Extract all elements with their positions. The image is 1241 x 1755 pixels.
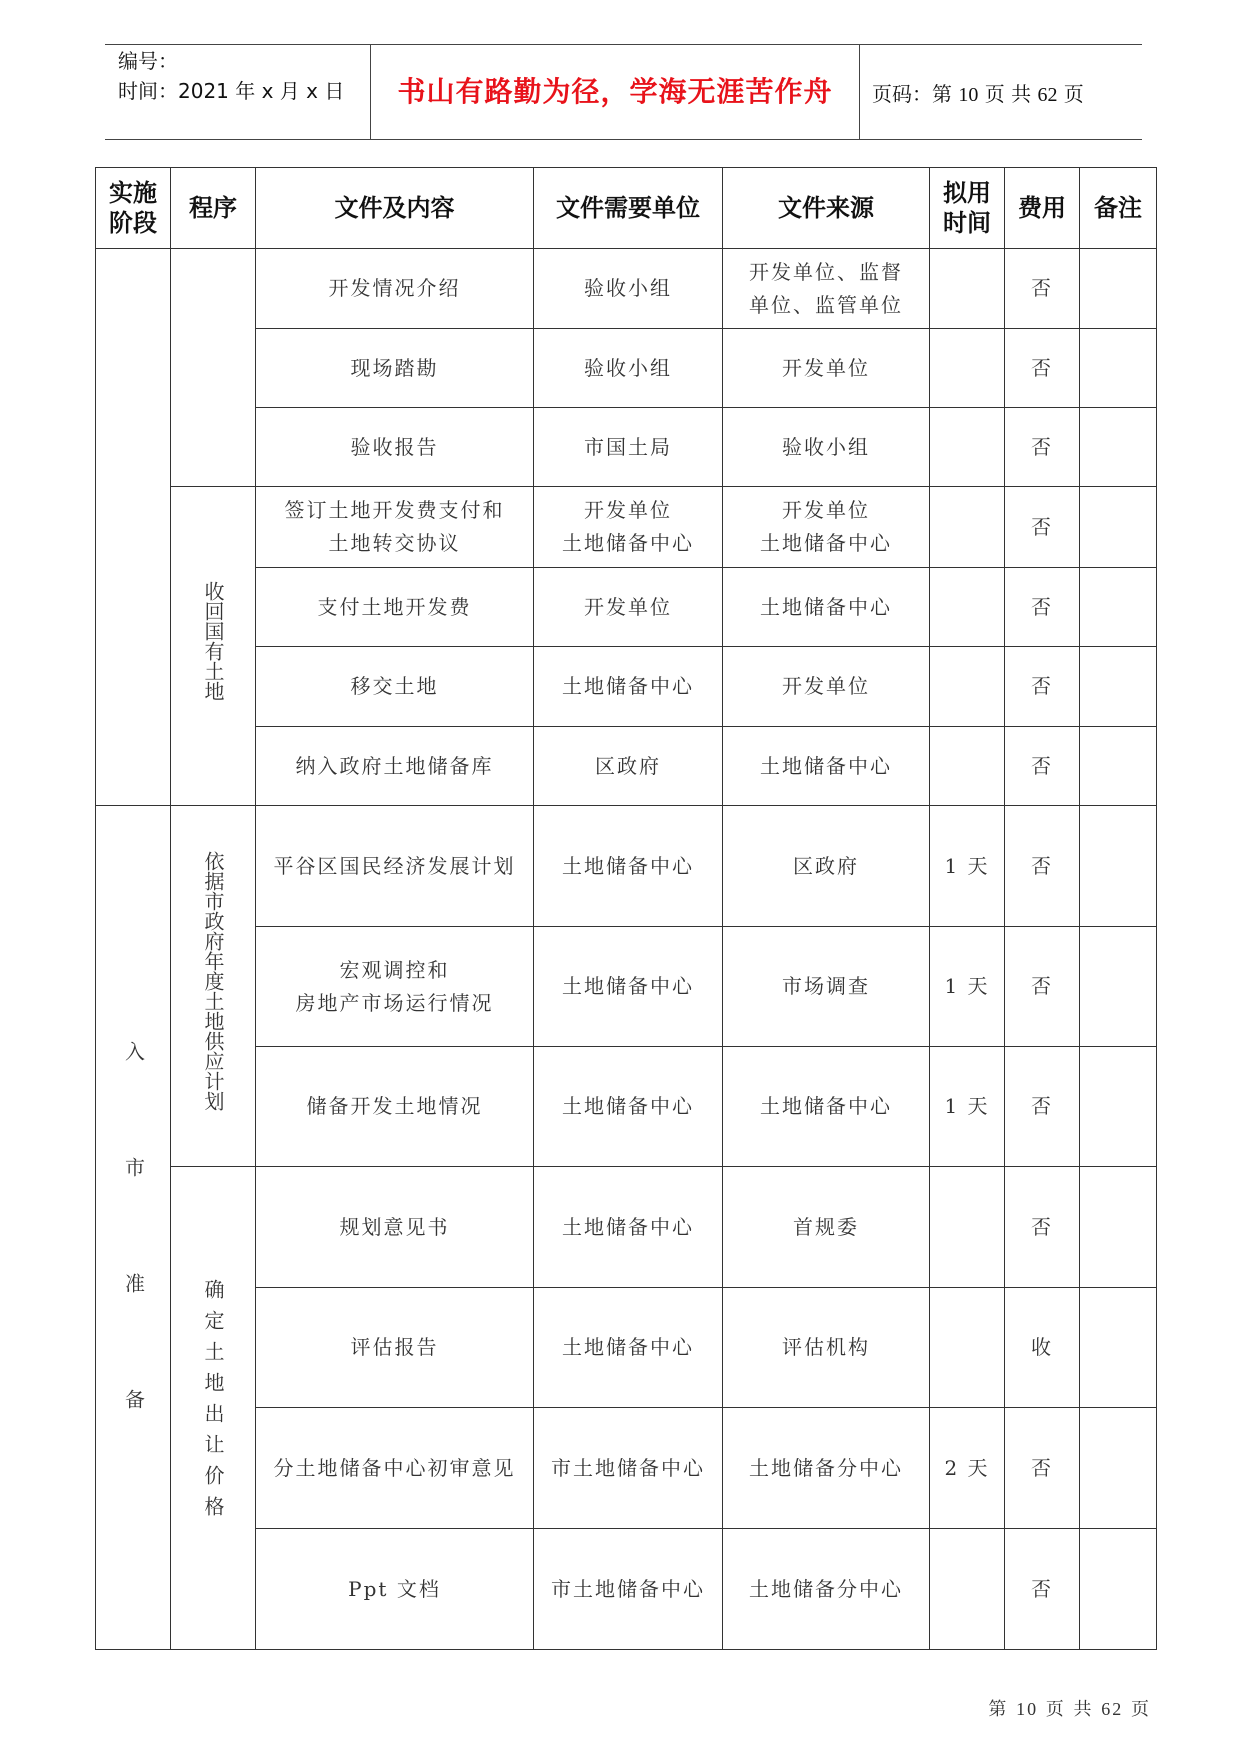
content-cell: 支付土地开发费 xyxy=(256,568,534,647)
source-cell: 首规委 xyxy=(723,1167,930,1288)
source-cell: 土地储备分中心 xyxy=(723,1529,930,1650)
time-cell xyxy=(930,647,1005,727)
fee-cell: 否 xyxy=(1005,1167,1080,1288)
fee-cell: 否 xyxy=(1005,806,1080,927)
time-cell xyxy=(930,568,1005,647)
remark-cell xyxy=(1080,1529,1157,1650)
content-cell: 储备开发土地情况 xyxy=(256,1047,534,1167)
page-mid: 页 共 xyxy=(984,82,1032,106)
header-top-rule xyxy=(105,44,1142,45)
fee-cell: 否 xyxy=(1005,1408,1080,1529)
table-row xyxy=(96,727,1157,806)
footer-mid: 页 共 xyxy=(1045,1699,1094,1720)
unit-cell: 开发单位 土地储备中心 xyxy=(534,487,723,568)
header-divider xyxy=(859,44,860,139)
source-cell: 土地储备中心 xyxy=(723,568,930,647)
time-cell xyxy=(930,1529,1005,1650)
unit-cell: 验收小组 xyxy=(534,329,723,408)
remark-cell xyxy=(1080,249,1157,329)
remark-cell xyxy=(1080,329,1157,408)
time-cell: 1 天 xyxy=(930,806,1005,927)
source-cell: 开发单位 xyxy=(723,647,930,727)
table-row xyxy=(96,329,1157,408)
remark-cell xyxy=(1080,1288,1157,1408)
col-header-remark: 备注 xyxy=(1080,168,1157,249)
source-cell: 土地储备分中心 xyxy=(723,1408,930,1529)
footer-current: 10 xyxy=(1016,1699,1039,1719)
fee-cell: 否 xyxy=(1005,329,1080,408)
footer-prefix: 第 xyxy=(988,1699,1009,1720)
fee-cell: 否 xyxy=(1005,647,1080,727)
header-page-indicator xyxy=(872,78,1084,107)
footer-page-indicator xyxy=(988,1695,1151,1721)
remark-cell xyxy=(1080,568,1157,647)
procedure-label: 收回国有土地 xyxy=(201,581,225,701)
fee-cell: 否 xyxy=(1005,1047,1080,1167)
source-cell: 土地储备中心 xyxy=(723,727,930,806)
page-current: 10 xyxy=(958,84,979,106)
table-row xyxy=(96,1408,1157,1529)
table-row xyxy=(96,1167,1157,1288)
table-row xyxy=(96,927,1157,1047)
content-cell: 评估报告 xyxy=(256,1288,534,1408)
col-header-content: 文件及内容 xyxy=(256,168,534,249)
unit-cell: 开发单位 xyxy=(534,568,723,647)
col-header-procedure: 程序 xyxy=(171,168,256,249)
fee-cell: 否 xyxy=(1005,568,1080,647)
unit-cell: 土地储备中心 xyxy=(534,927,723,1047)
time-cell xyxy=(930,1167,1005,1288)
remark-cell xyxy=(1080,1167,1157,1288)
fee-cell: 收 xyxy=(1005,1288,1080,1408)
footer-suffix: 页 xyxy=(1131,1699,1151,1720)
content-cell: 签订土地开发费支付和 土地转交协议 xyxy=(256,487,534,568)
footer-total: 62 xyxy=(1101,1699,1124,1719)
content-cell: 平谷区国民经济发展计划 xyxy=(256,806,534,927)
fee-cell: 否 xyxy=(1005,927,1080,1047)
table-row xyxy=(96,487,1157,568)
unit-cell: 土地储备中心 xyxy=(534,1167,723,1288)
unit-cell: 土地储备中心 xyxy=(534,1047,723,1167)
doc-time-label: 时间：2021 年 x 月 x 日 xyxy=(118,79,345,103)
source-cell: 区政府 xyxy=(723,806,930,927)
procedure-cell-plan xyxy=(171,806,256,1167)
page-total: 62 xyxy=(1037,84,1058,106)
procedure-cell-reclaim xyxy=(171,487,256,806)
table-row xyxy=(96,1047,1157,1167)
procedure-cell-price xyxy=(171,1167,256,1650)
header-meta xyxy=(118,46,344,106)
remark-cell xyxy=(1080,647,1157,727)
content-cell: 分土地储备中心初审意见 xyxy=(256,1408,534,1529)
unit-cell: 验收小组 xyxy=(534,249,723,329)
procedure-cell-empty xyxy=(171,249,256,487)
time-cell: 1 天 xyxy=(930,1047,1005,1167)
unit-cell: 土地储备中心 xyxy=(534,806,723,927)
time-cell xyxy=(930,727,1005,806)
table-row xyxy=(96,249,1157,329)
source-cell: 验收小组 xyxy=(723,408,930,487)
col-header-time: 拟用 时间 xyxy=(930,168,1005,249)
fee-cell: 否 xyxy=(1005,1529,1080,1650)
fee-cell: 否 xyxy=(1005,487,1080,568)
source-cell: 市场调查 xyxy=(723,927,930,1047)
col-header-fee: 费用 xyxy=(1005,168,1080,249)
source-cell: 开发单位 xyxy=(723,329,930,408)
procedure-label: 确定土地出让价格 xyxy=(201,1279,225,1527)
content-cell: 验收报告 xyxy=(256,408,534,487)
table-row xyxy=(96,1288,1157,1408)
remark-cell xyxy=(1080,806,1157,927)
fee-cell: 否 xyxy=(1005,249,1080,329)
remark-cell xyxy=(1080,727,1157,806)
time-cell: 1 天 xyxy=(930,927,1005,1047)
content-cell: 纳入政府土地储备库 xyxy=(256,727,534,806)
content-cell: 移交土地 xyxy=(256,647,534,727)
unit-cell: 区政府 xyxy=(534,727,723,806)
stage-cell-entry xyxy=(96,806,171,1650)
table-row xyxy=(96,568,1157,647)
remark-cell xyxy=(1080,1408,1157,1529)
time-cell xyxy=(930,329,1005,408)
header-motto: 书山有路勤为径，学海无涯苦作舟 xyxy=(397,75,833,108)
unit-cell: 市国土局 xyxy=(534,408,723,487)
remark-cell xyxy=(1080,408,1157,487)
stage-cell-empty xyxy=(96,249,171,806)
fee-cell: 否 xyxy=(1005,727,1080,806)
remark-cell xyxy=(1080,487,1157,568)
time-cell xyxy=(930,249,1005,329)
unit-cell: 土地储备中心 xyxy=(534,647,723,727)
time-cell xyxy=(930,408,1005,487)
content-cell: Ppt 文档 xyxy=(256,1529,534,1650)
table-row xyxy=(96,806,1157,927)
procedure-label: 依据市政府年度土地供应计划 xyxy=(201,851,225,1111)
content-cell: 现场踏勘 xyxy=(256,329,534,408)
remark-cell xyxy=(1080,1047,1157,1167)
source-cell: 开发单位、监督 单位、监管单位 xyxy=(723,249,930,329)
page-suffix: 页 xyxy=(1063,82,1084,106)
header-bottom-rule xyxy=(105,139,1142,140)
unit-cell: 市土地储备中心 xyxy=(534,1529,723,1650)
time-cell xyxy=(930,487,1005,568)
procedure-table xyxy=(95,167,1157,1650)
table-row xyxy=(96,408,1157,487)
content-cell: 规划意见书 xyxy=(256,1167,534,1288)
doc-number-label: 编号： xyxy=(118,49,178,73)
col-header-source: 文件来源 xyxy=(723,168,930,249)
table-row xyxy=(96,1529,1157,1650)
time-cell xyxy=(930,1288,1005,1408)
page-prefix: 页码：第 xyxy=(872,82,952,106)
remark-cell xyxy=(1080,927,1157,1047)
stage-label: 入市准备 xyxy=(121,1040,146,1505)
source-cell: 评估机构 xyxy=(723,1288,930,1408)
table-row xyxy=(96,647,1157,727)
time-cell: 2 天 xyxy=(930,1408,1005,1529)
content-cell: 开发情况介绍 xyxy=(256,249,534,329)
unit-cell: 市土地储备中心 xyxy=(534,1408,723,1529)
source-cell: 开发单位 土地储备中心 xyxy=(723,487,930,568)
source-cell: 土地储备中心 xyxy=(723,1047,930,1167)
col-header-required-unit: 文件需要单位 xyxy=(534,168,723,249)
col-header-stage: 实施 阶段 xyxy=(96,168,171,249)
fee-cell: 否 xyxy=(1005,408,1080,487)
unit-cell: 土地储备中心 xyxy=(534,1288,723,1408)
table-header-row xyxy=(96,168,1157,249)
content-cell: 宏观调控和 房地产市场运行情况 xyxy=(256,927,534,1047)
